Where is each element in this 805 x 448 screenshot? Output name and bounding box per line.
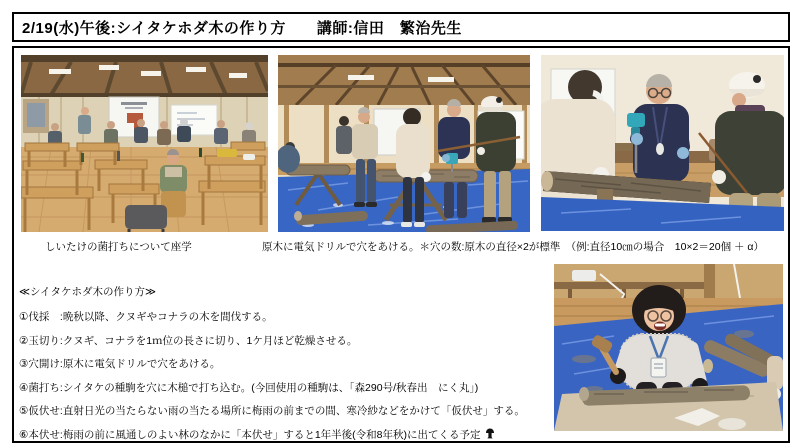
- instruction-step-3: [19, 356, 220, 371]
- hammering-photo: [554, 264, 783, 431]
- page-title: 2/19(水)午後:シイタケホダ木の作り方 講師:信田 繁治先生: [22, 19, 462, 37]
- instruction-step-5: [19, 403, 525, 418]
- step-text: ②玉切り:クヌギ、コナラを1ｍ位の長さに切り、1ケ月ほど乾燥させる。: [19, 335, 358, 347]
- step-text: ③穴開け:原木に電気ドリルで穴をあける。: [19, 358, 221, 370]
- instruction-step-4: [19, 380, 478, 395]
- caption-drilling: 原木に電気ドリルで穴をあける。＊穴の数:原木の直径×2が標準 （例:直径10㎝の場合 10×2＝20個 ＋ α）: [262, 241, 764, 253]
- instructions-heading: ≪シイタケホダ木の作り方≫: [19, 286, 156, 298]
- instruction-step-6: [19, 427, 495, 442]
- step-text: ⑥本伏せ:梅雨の前に風通しのよい林のなかに「本伏せ」すると1年半後(令和8年秋)に出てくる予定: [19, 429, 481, 441]
- drill-closeup-photo: [541, 55, 784, 231]
- title-bar: [12, 12, 790, 42]
- instruction-step-2: [19, 333, 357, 348]
- workshop-drilling-photo: [278, 55, 530, 232]
- instruction-step-1: [19, 309, 273, 324]
- mushroom-icon: [485, 428, 495, 442]
- caption-seminar: しいたけの菌打ちについて座学: [45, 241, 192, 253]
- classroom-lecture-photo: [21, 55, 268, 232]
- step-text: ④菌打ち:シイタケの種駒を穴に木槌で打ち込む。(今回使用の種駒は、「森290号/秋春出 にく丸」): [19, 382, 479, 394]
- step-text: ⑤仮伏せ:直射日光の当たらない雨の当たる場所に梅雨の前までの間、寒冷紗などをかけて「仮伏せ」する。: [19, 405, 525, 417]
- content-frame: [12, 46, 790, 443]
- step-text: ①伐採 :晩秋以降、クヌギやコナラの木を間伐する。: [19, 311, 273, 323]
